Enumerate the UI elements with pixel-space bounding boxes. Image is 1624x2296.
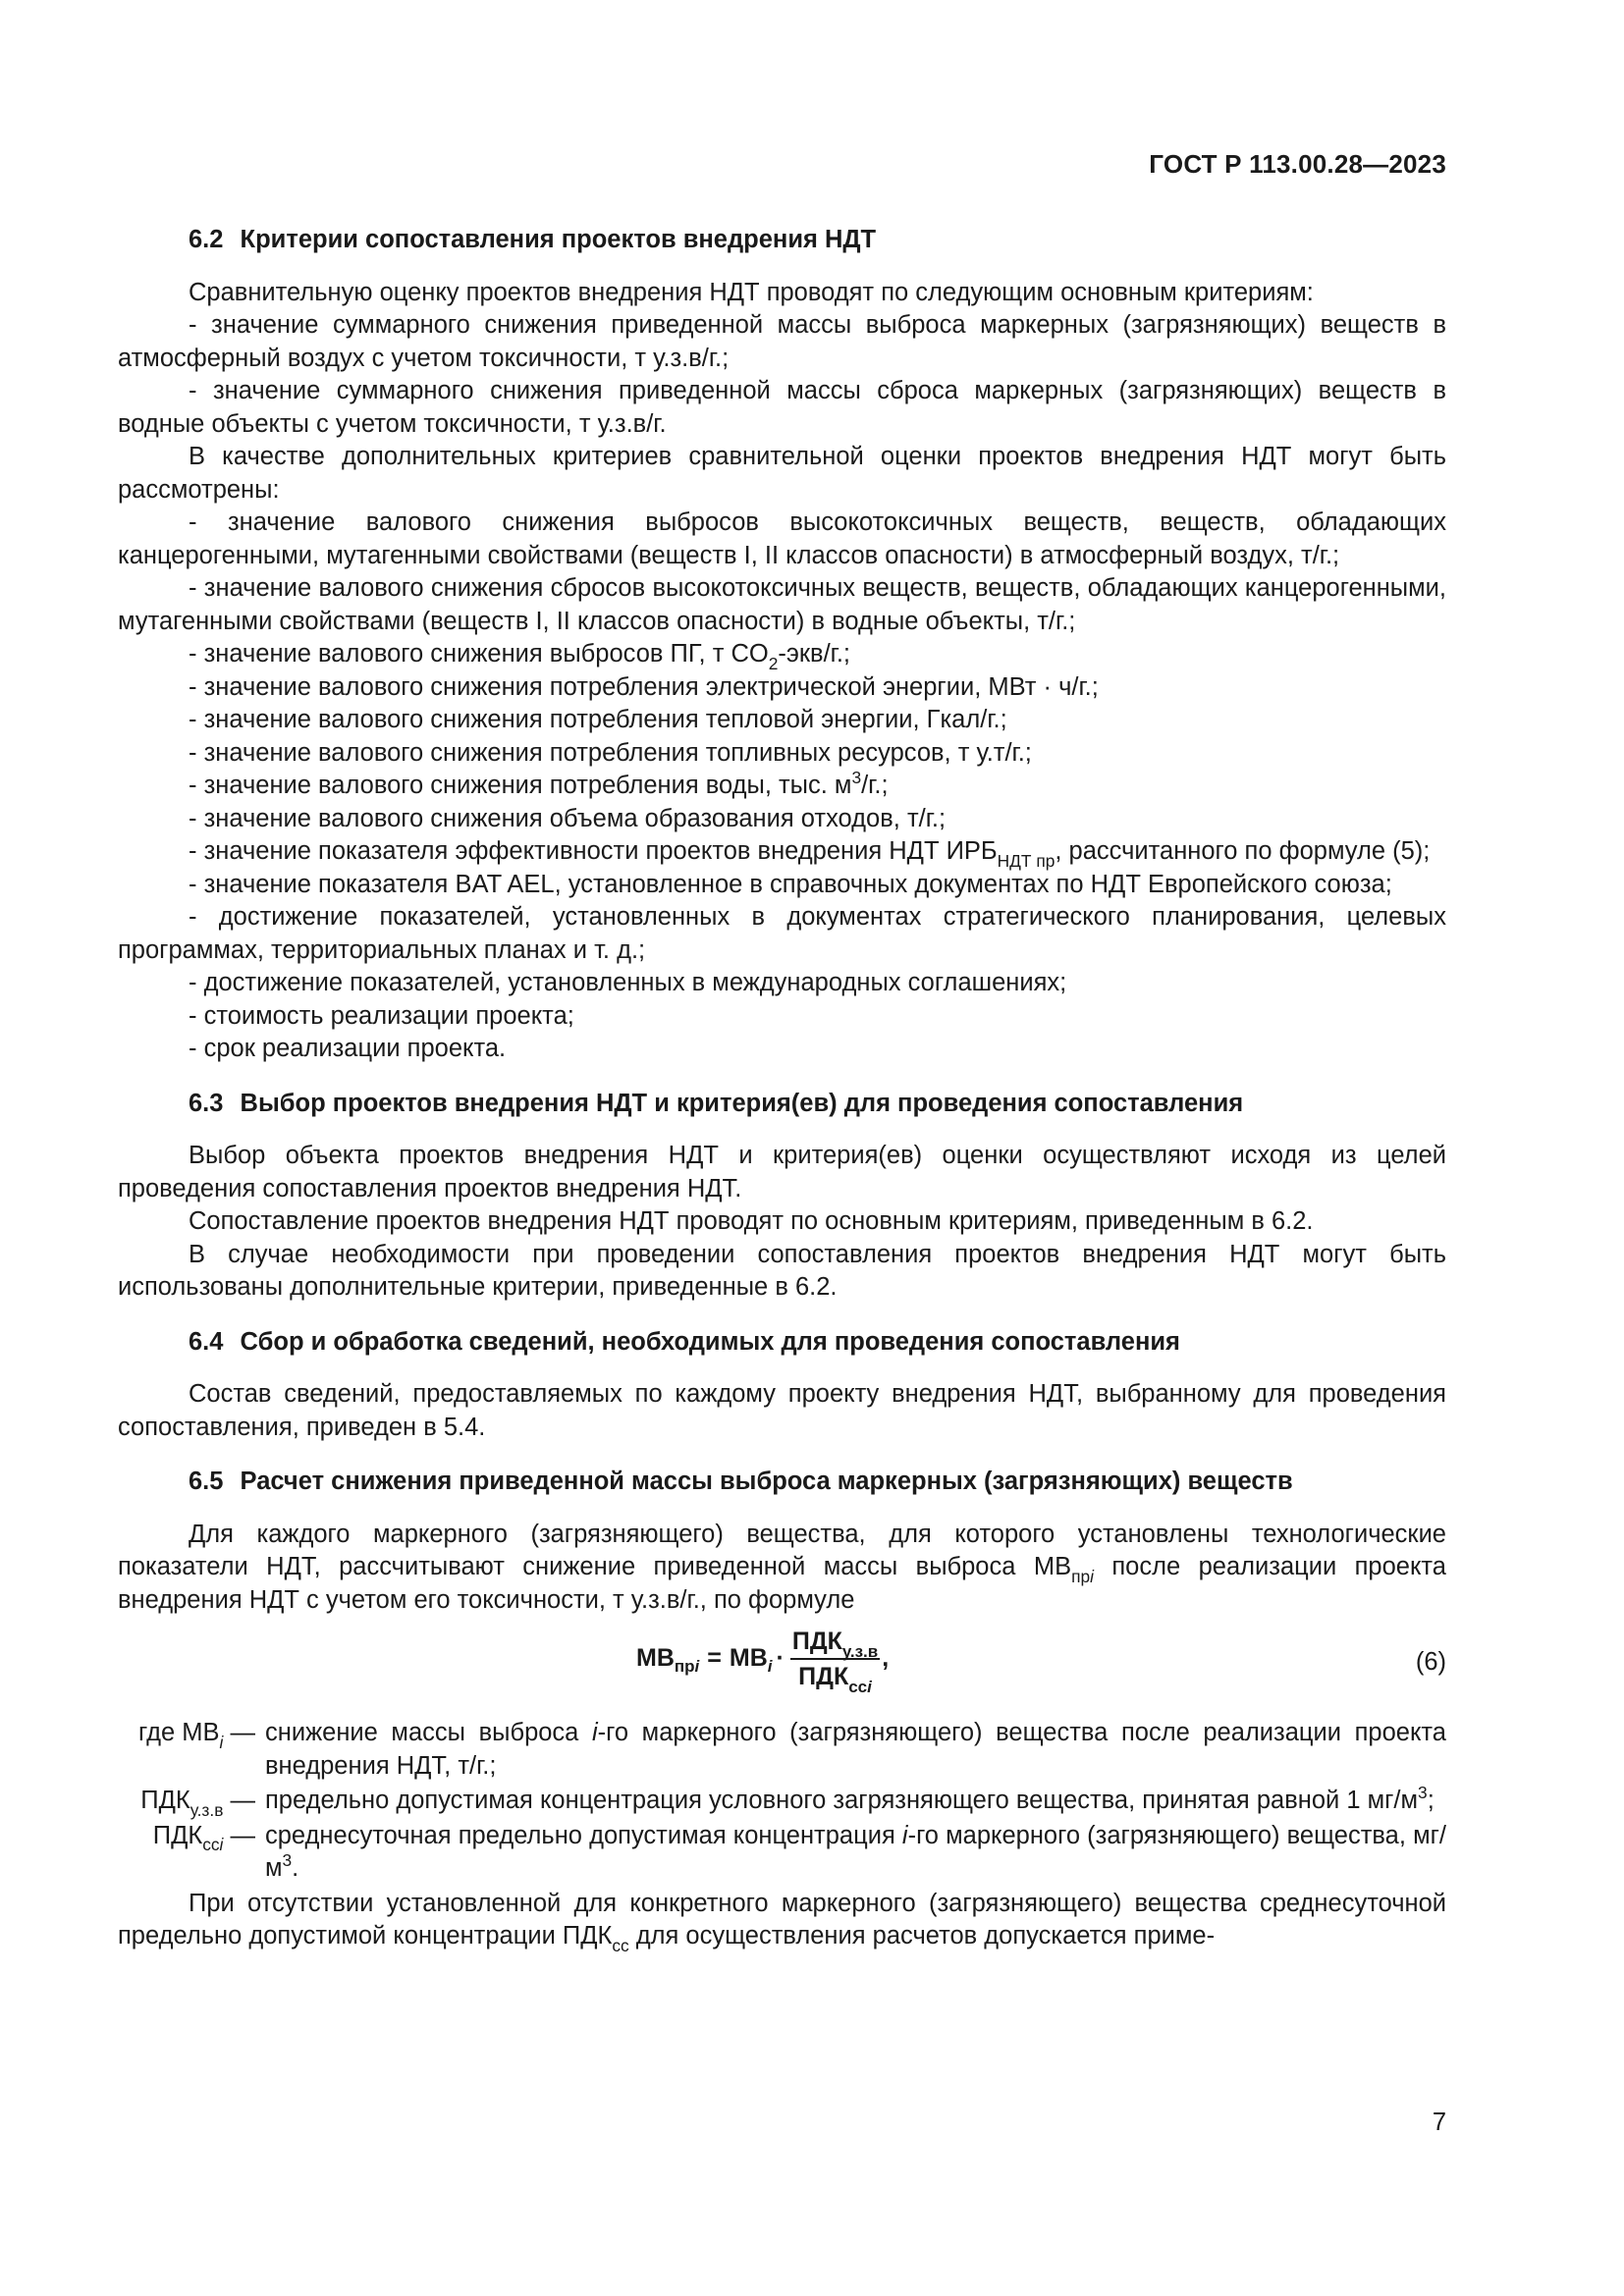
formula-fraction: $\frac{ПДК_{у.з.в}}{ПДК_{ссi}}$ [791,1628,879,1696]
paragraph: Для каждого маркерного (загрязняющего) вещества, для которого установлены технологические показатели НДТ, рассчитывают снижение приведенной массы выброса $МВ_{прi}$ после реализации проекта внедрения НДТ с учетом его токсичности, т у.з.в/г., по формуле [118,1520,1446,1614]
document-header: ГОСТ Р 113.00.28—2023 [1149,149,1446,179]
list-item: - значение суммарного снижения приведенной массы сброса маркерных (загрязняющих) веществ в водные объекты с учетом токсичности, т у.з.в/г. [118,377,1446,438]
equation-number: (6) [1415,1648,1446,1676]
paragraph: Сравнительную оценку проектов внедрения НДТ проводят по следующим основным критериям: [189,278,1314,306]
section-heading-6-2: 6.2 Критерии сопоставления проектов внедрения НДТ [189,226,877,253]
paragraph: В качестве дополнительных критериев сравнительной оценки проектов внедрения НДТ могут быть рассмотрены: [118,443,1446,504]
list-item: - срок реализации проекта. [189,1035,507,1062]
list-item: - достижение показателей, установленных в документах стратегического планирования, целевых программах, территориальных планах и т. д.; [118,903,1446,964]
document-page [118,0,1446,2296]
paragraph: Сопоставление проектов внедрения НДТ проводят по основным критериям, приведенным в 6.2. [189,1207,1314,1235]
paragraph: Состав сведений, предоставляемых по каждому проекту внедрения НДТ, выбранному для проведения сопоставления, приведен в 5.4. [118,1380,1446,1441]
list-item: - значение показателя эффективности проектов внедрения НДТ $ИРБ_{НДТ пр}$, рассчитанного по формуле (5); [189,837,1431,871]
where-definition: $ПДК_{ссi}$ — среднесуточная предельно допустимая концентрация i-го маркерного (загрязняющего) вещества, $мг/м^3$. [152,1821,1446,1882]
list-item: - значение валового снижения потребления воды, тыс. $м^3/г$.; [189,768,889,799]
list-item: - достижение показателей, установленных в международных соглашениях; [189,969,1067,996]
formula-expression: МВ $_{прi}$ = МВ $_i$ · $\frac{ПДК_{у.з.в}}{ПДК_{ссi}}$ , [636,1628,890,1696]
paragraph: Выбор объекта проектов внедрения НДТ и критерия(ев) оценки осуществляют исходя из целей проведения сопоставления проектов внедрения НДТ. [118,1142,1446,1202]
list-item: - значение валового снижения объема образования отходов, т/г.; [189,804,947,832]
list-item: - стоимость реализации проекта; [189,1001,574,1030]
list-item: - значение валового снижения выбросов высокотоксичных веществ, веществ, обладающих канцерогенными, мутагенными свойствами (веществ I, II классов опасности) в атмосферный воздух, т/г.; [118,508,1446,569]
where-definition: $ПДК_{у.з.в}$ — предельно допустимая концентрация условного загрязняющего вещества, принятая равной 1 $мг/м^3$; [140,1783,1435,1820]
section-heading-6-3: 6.3 Выбор проектов внедрения НДТ и критерия(ев) для проведения сопоставления [189,1089,1244,1117]
list-item: - значение показателя BAT AEL, установленное в справочных документах по НДТ Европейского союза; [189,870,1392,898]
list-item: - значение валового снижения потребления тепловой энергии, Гкал/г.; [189,706,1007,733]
paragraph: В случае необходимости при проведении сопоставления проектов внедрения НДТ могут быть использованы дополнительные критерии, приведенные в 6.2. [118,1240,1446,1301]
list-item: - значение валового снижения потребления топливных ресурсов, т у.т/г.; [189,738,1032,767]
document-body [118,224,1446,1953]
paragraph: При отсутствии установленной для конкретного маркерного (загрязняющего) вещества среднесуточной предельно допустимой концентрации $ПДК_{сс}$ для осуществления расчетов допускается приме- [118,1889,1446,1955]
page-number: 7 [1432,2109,1446,2136]
section-heading-6-5: 6.5 Расчет снижения приведенной массы выброса маркерных (загрязняющих) веществ [189,1468,1293,1495]
section-heading-6-4: 6.4 Сбор и обработка сведений, необходимых для проведения сопоставления [189,1327,1180,1356]
list-item: - значение суммарного снижения приведенной массы выброса маркерных (загрязняющих) веществ в атмосферный воздух с учетом токсичности, т у.з.в/г.; [118,311,1446,372]
list-item: - значение валового снижения сбросов высокотоксичных веществ, веществ, обладающих канцерогенными, мутагенными свойствами (веществ I, II классов опасности) в водные объекты, т/г.; [118,574,1446,635]
where-definition: где $МВ_i$ — снижение массы выброса i-го маркерного (загрязняющего) вещества после реализации проекта внедрения НДТ, т/г.; [137,1719,1446,1780]
list-item: - значение валового снижения выбросов ПГ, т $CO_2-экв/г$.; [189,640,851,673]
formula-6 [118,1625,1446,1703]
list-item: - значение валового снижения потребления электрической энергии, МВт · ч/г.; [189,672,1099,701]
